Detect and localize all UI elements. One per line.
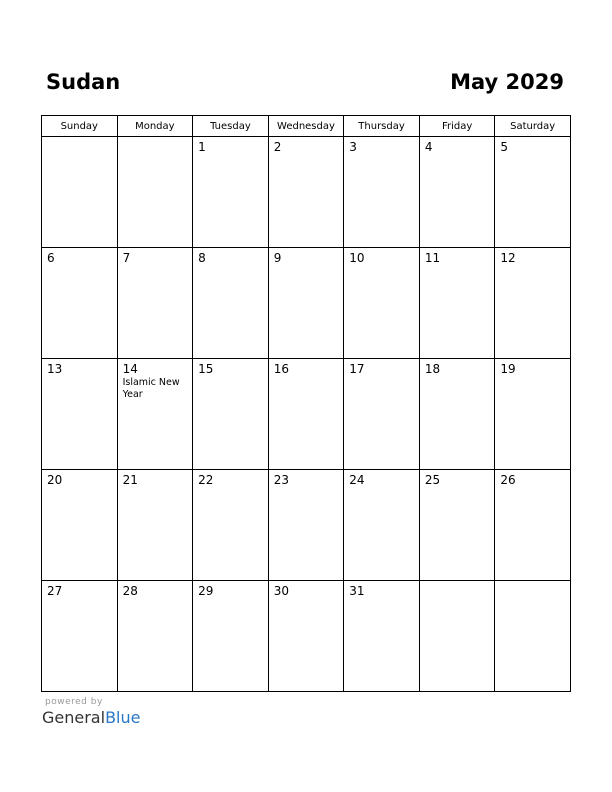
day-number: 11 (424, 251, 441, 265)
month-title: May 2029 (450, 70, 564, 94)
day-cell (419, 470, 495, 581)
day-number: 26 (500, 473, 516, 487)
week-row (42, 581, 571, 692)
day-number: 28 (122, 584, 138, 598)
day-number: 24 (349, 473, 365, 487)
day-cell (193, 359, 269, 470)
day-cell (268, 137, 344, 248)
day-number: 18 (424, 362, 441, 376)
weekday-monday: Monday (117, 116, 193, 137)
week-row (42, 470, 571, 581)
day-number: 1 (198, 140, 206, 154)
day-cell (193, 470, 269, 581)
day-number: 30 (273, 584, 289, 598)
day-cell (42, 137, 118, 248)
weekday-sunday: Sunday (42, 116, 118, 137)
day-cell (193, 137, 269, 248)
week-row (42, 137, 571, 248)
day-cell (193, 248, 269, 359)
week-row (42, 359, 571, 470)
day-number: 2 (273, 140, 282, 154)
holiday-label: Islamic New Year (122, 377, 180, 400)
day-number: 6 (47, 251, 55, 265)
day-cell (42, 248, 118, 359)
day-number: 19 (500, 362, 516, 376)
weekday-thursday: Thursday (344, 116, 420, 137)
day-cell (117, 248, 193, 359)
day-number: 15 (198, 362, 214, 376)
day-number: 8 (198, 251, 206, 265)
day-cell (344, 359, 420, 470)
day-cell (117, 137, 193, 248)
day-number: 25 (424, 473, 441, 487)
day-number: 22 (198, 473, 214, 487)
powered-by-text: powered by (45, 697, 103, 707)
day-cell (268, 248, 344, 359)
day-cell (495, 137, 571, 248)
weekday-tuesday: Tuesday (193, 116, 269, 137)
day-cell (419, 137, 495, 248)
day-cell (117, 359, 193, 470)
day-number: 4 (424, 140, 433, 154)
day-number: 9 (273, 251, 282, 265)
day-cell (419, 581, 495, 692)
day-number: 31 (349, 584, 365, 598)
brand-general-text: General (42, 708, 106, 727)
day-cell (344, 581, 420, 692)
day-cell (42, 359, 118, 470)
day-number: 5 (500, 140, 509, 154)
day-number: 27 (47, 584, 63, 598)
weekday-header-row (42, 116, 571, 137)
day-cell (419, 359, 495, 470)
day-cell (344, 470, 420, 581)
day-cell (42, 470, 118, 581)
day-cell (344, 248, 420, 359)
generalblue-logo (42, 708, 140, 727)
day-number: 29 (198, 584, 214, 598)
day-cell (495, 470, 571, 581)
day-number: 13 (47, 362, 63, 376)
day-number: 20 (47, 473, 63, 487)
weekday-saturday: Saturday (495, 116, 571, 137)
day-number: 14 (122, 362, 138, 376)
day-number: 10 (349, 251, 365, 265)
brand-blue-text: Blue (105, 708, 141, 727)
day-cell (268, 581, 344, 692)
calendar-grid (41, 115, 571, 692)
day-cell (117, 470, 193, 581)
day-cell (268, 470, 344, 581)
day-number: 23 (273, 473, 289, 487)
day-cell (268, 359, 344, 470)
day-cell (344, 137, 420, 248)
day-cell (495, 359, 571, 470)
day-cell (193, 581, 269, 692)
weekday-wednesday: Wednesday (268, 116, 344, 137)
day-number: 16 (273, 362, 289, 376)
day-number: 21 (122, 473, 138, 487)
day-number: 12 (500, 251, 516, 265)
day-cell (117, 581, 193, 692)
weekday-friday: Friday (419, 116, 495, 137)
day-cell (419, 248, 495, 359)
week-row (42, 248, 571, 359)
day-number: 3 (349, 140, 357, 154)
day-cell (495, 248, 571, 359)
day-cell (495, 581, 571, 692)
day-number: 17 (349, 362, 365, 376)
country-title: Sudan (46, 70, 121, 94)
day-number: 7 (122, 251, 131, 265)
day-cell (42, 581, 118, 692)
